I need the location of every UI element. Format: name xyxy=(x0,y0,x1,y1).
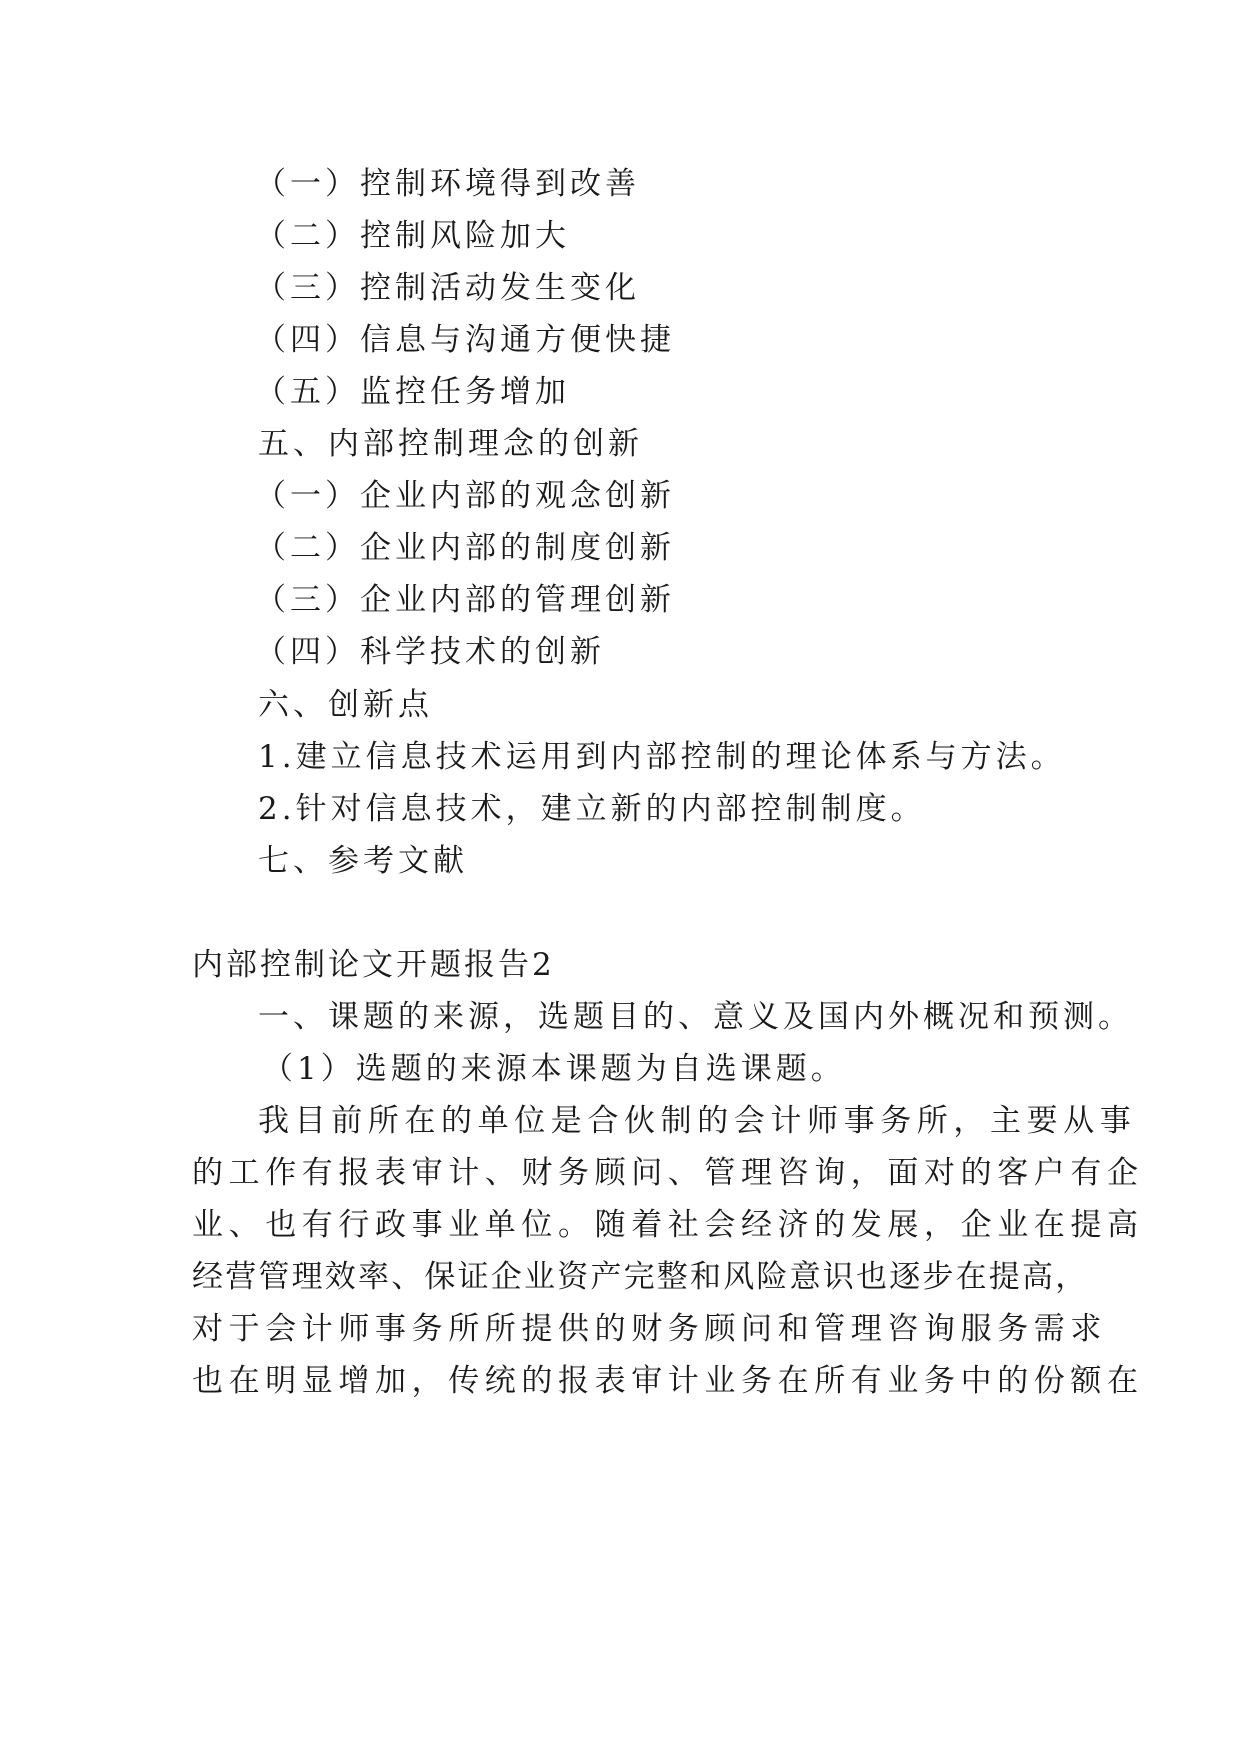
paragraph-line: 也在明显增加，传统的报表审计业务在所有业务中的份额在 xyxy=(192,1363,1144,1399)
paragraph-line: 经营管理效率、保证企业资产完整和风险意识也逐步在提高， xyxy=(192,1259,1089,1295)
section-heading: 五、内部控制理念的创新 xyxy=(258,426,643,462)
report-heading: 一、课题的来源，选题目的、意义及国内外概况和预测。 xyxy=(258,999,1133,1035)
outline-item: （一）企业内部的观念创新 xyxy=(255,478,675,514)
outline-item: （二）企业内部的制度创新 xyxy=(255,530,675,566)
innovation-point: 2.针对信息技术，建立新的内部控制制度。 xyxy=(258,791,926,827)
outline-item: （四）科学技术的创新 xyxy=(255,634,605,670)
paragraph-line: 我目前所在的单位是合伙制的会计师事务所，主要从事 xyxy=(258,1103,1137,1139)
section-heading: 七、参考文献 xyxy=(258,843,468,879)
paragraph-line: 业、也有行政事业单位。随着社会经济的发展，企业在提高 xyxy=(192,1207,1144,1243)
outline-item: （三）控制活动发生变化 xyxy=(255,270,640,306)
outline-item: （二）控制风险加大 xyxy=(255,218,570,254)
paragraph-line: 对于会计师事务所所提供的财务顾问和管理咨询服务需求 xyxy=(192,1311,1107,1347)
outline-item: （一）控制环境得到改善 xyxy=(255,166,640,202)
paragraph-line: 的工作有报表审计、财务顾问、管理咨询，面对的客户有企 xyxy=(192,1155,1144,1191)
outline-item: （四）信息与沟通方便快捷 xyxy=(255,322,675,358)
section-heading: 六、创新点 xyxy=(258,687,433,723)
report-subheading: （1）选题的来源本课题为自选课题。 xyxy=(262,1051,846,1087)
report-title: 内部控制论文开题报告2 xyxy=(192,947,555,983)
outline-item: （三）企业内部的管理创新 xyxy=(255,582,675,618)
innovation-point: 1.建立信息技术运用到内部控制的理论体系与方法。 xyxy=(258,739,1066,775)
outline-item: （五）监控任务增加 xyxy=(255,374,570,410)
